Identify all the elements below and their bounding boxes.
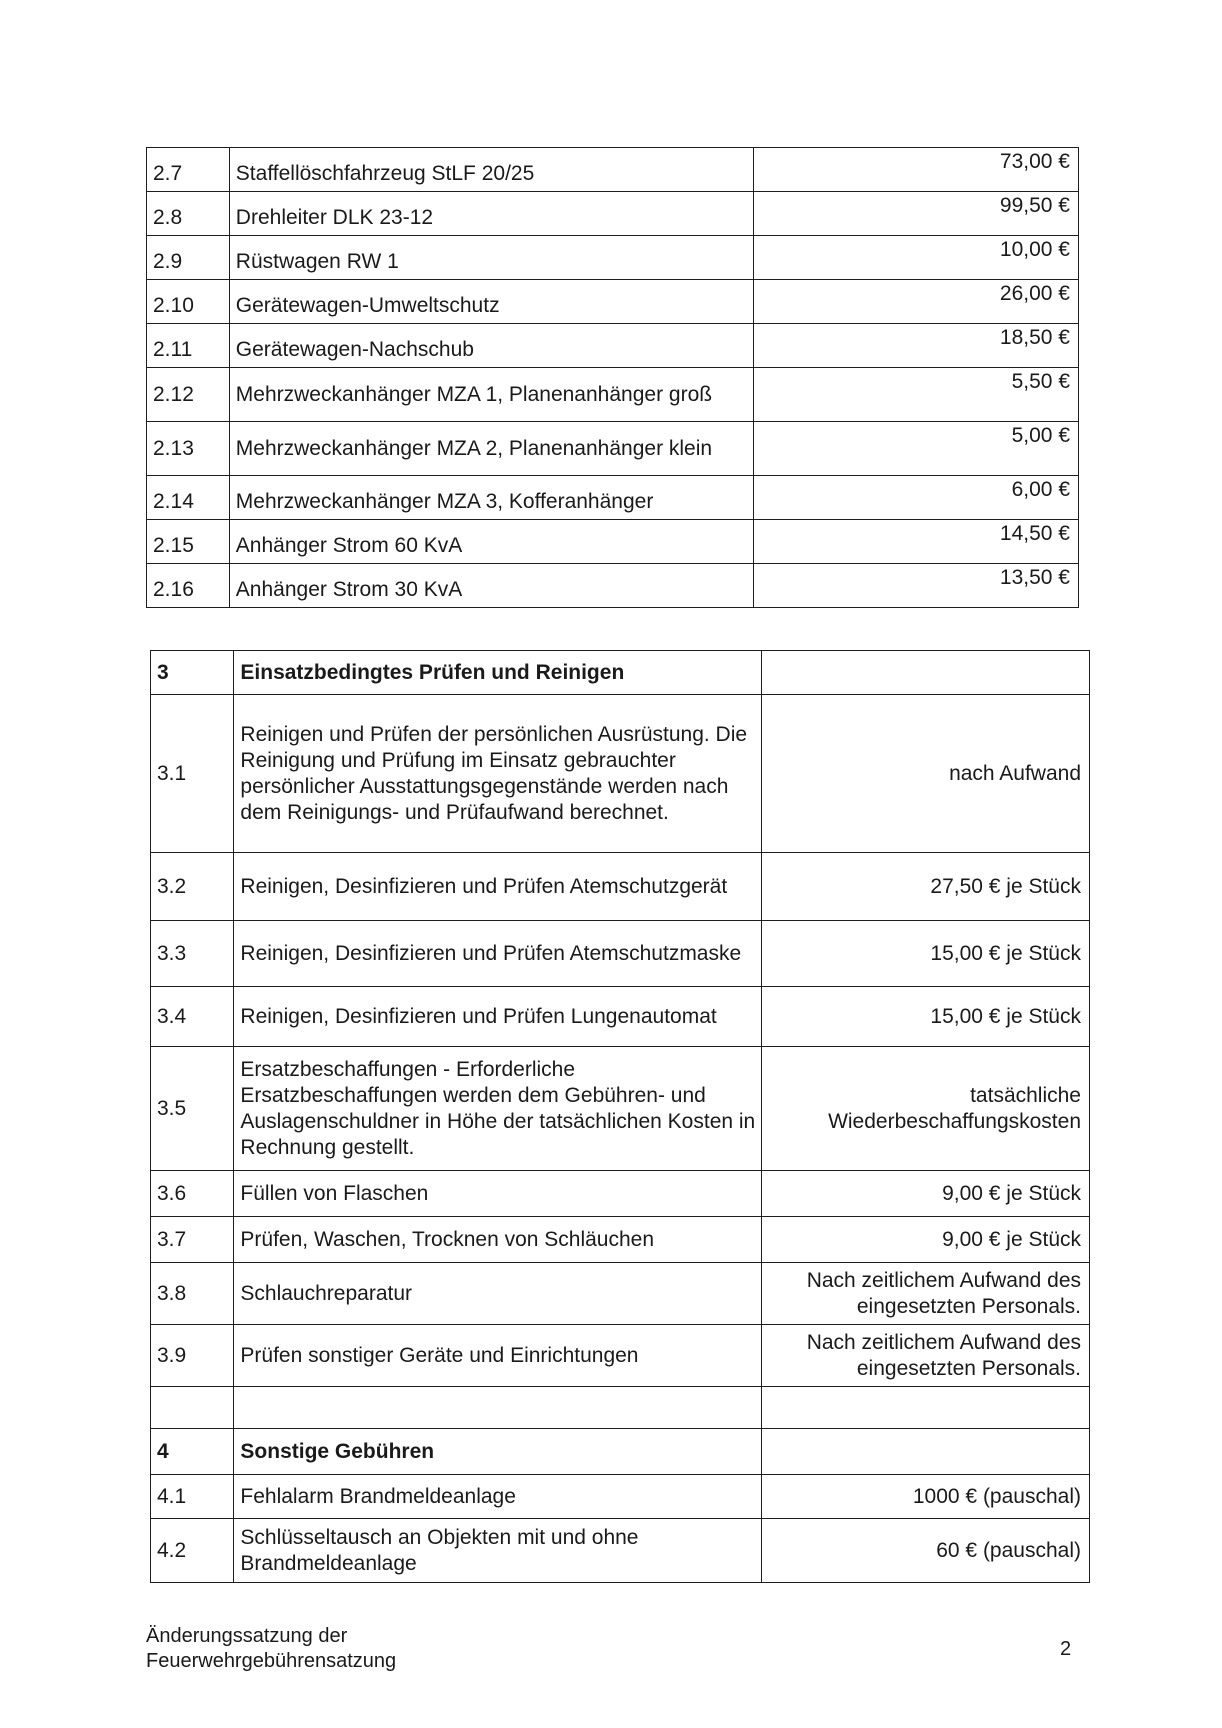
row-amount: 9,00 € je Stück <box>762 1217 1090 1263</box>
table-row <box>151 1263 1090 1325</box>
row-number: 4.1 <box>151 1475 234 1519</box>
row-number: 3.4 <box>151 987 234 1047</box>
row-description: Anhänger Strom 60 KvA <box>229 520 753 564</box>
table-row <box>147 280 1079 324</box>
row-number: 2.16 <box>147 564 230 608</box>
row-amount: 15,00 € je Stück <box>762 921 1090 987</box>
section-header-row <box>151 651 1090 695</box>
fee-table-cleaning-and-other <box>150 650 1090 1583</box>
row-description: Mehrzweckanhänger MZA 2, Planenanhänger klein <box>229 422 753 476</box>
table-row <box>151 853 1090 921</box>
row-number: 2.9 <box>147 236 230 280</box>
row-amount: 10,00 € <box>753 236 1078 280</box>
section-header-row <box>151 1429 1090 1475</box>
empty-cell <box>762 1387 1090 1429</box>
row-amount: 14,50 € <box>753 520 1078 564</box>
row-amount: Nach zeitlichem Aufwand des eingesetzten Personals. <box>762 1325 1090 1387</box>
footer-line-2: Feuerwehrgebührensatzung <box>146 1650 397 1672</box>
empty-cell <box>762 1429 1090 1475</box>
row-description: Füllen von Flaschen <box>234 1171 762 1217</box>
document-footer <box>146 1624 396 1674</box>
row-description: Schlüsseltausch an Objekten mit und ohne Brandmeldeanlage <box>234 1519 762 1583</box>
row-number: 3.3 <box>151 921 234 987</box>
table-row <box>151 1217 1090 1263</box>
section-number: 3 <box>151 651 234 695</box>
section-title: Sonstige Gebühren <box>234 1429 762 1475</box>
row-description: Reinigen, Desinfizieren und Prüfen Lungenautomat <box>234 987 762 1047</box>
table-row <box>147 236 1079 280</box>
footer-line-1: Änderungssatzung der <box>146 1625 348 1647</box>
row-number: 3.5 <box>151 1047 234 1171</box>
row-number: 4.2 <box>151 1519 234 1583</box>
table-row <box>151 1475 1090 1519</box>
table-row <box>147 520 1079 564</box>
row-amount: 13,50 € <box>753 564 1078 608</box>
row-amount: 26,00 € <box>753 280 1078 324</box>
table-row <box>151 1325 1090 1387</box>
row-description: Prüfen, Waschen, Trocknen von Schläuchen <box>234 1217 762 1263</box>
row-number: 2.7 <box>147 148 230 192</box>
empty-cell <box>151 1387 234 1429</box>
row-description: Reinigen und Prüfen der persönlichen Ausrüstung. Die Reinigung und Prüfung im Einsatz gebrauchter persönlicher Ausstattungsgegenstände werden nach dem Reinigungs- und Prüfaufwand berechnet. <box>234 695 762 853</box>
row-amount: 6,00 € <box>753 476 1078 520</box>
row-description: Reinigen, Desinfizieren und Prüfen Atemschutzgerät <box>234 853 762 921</box>
row-number: 2.10 <box>147 280 230 324</box>
row-number: 2.14 <box>147 476 230 520</box>
table-row <box>147 564 1079 608</box>
row-amount: 5,50 € <box>753 368 1078 422</box>
row-amount: 15,00 € je Stück <box>762 987 1090 1047</box>
row-amount: 5,00 € <box>753 422 1078 476</box>
row-description: Rüstwagen RW 1 <box>229 236 753 280</box>
row-amount: 1000 € (pauschal) <box>762 1475 1090 1519</box>
row-description: Staffellöschfahrzeug StLF 20/25 <box>229 148 753 192</box>
row-number: 3.7 <box>151 1217 234 1263</box>
row-number: 3.2 <box>151 853 234 921</box>
row-amount: nach Aufwand <box>762 695 1090 853</box>
row-description: Schlauchreparatur <box>234 1263 762 1325</box>
row-description: Prüfen sonstiger Geräte und Einrichtungen <box>234 1325 762 1387</box>
row-description: Fehlalarm Brandmeldeanlage <box>234 1475 762 1519</box>
row-amount: 60 € (pauschal) <box>762 1519 1090 1583</box>
row-description: Anhänger Strom 30 KvA <box>229 564 753 608</box>
row-description: Drehleiter DLK 23-12 <box>229 192 753 236</box>
table-row <box>147 324 1079 368</box>
table-row <box>151 1519 1090 1583</box>
empty-cell <box>234 1387 762 1429</box>
row-amount: 9,00 € je Stück <box>762 1171 1090 1217</box>
row-amount: 27,50 € je Stück <box>762 853 1090 921</box>
row-amount: Nach zeitlichem Aufwand des eingesetzten Personals. <box>762 1263 1090 1325</box>
table-row <box>147 476 1079 520</box>
row-number: 2.15 <box>147 520 230 564</box>
row-number: 3.6 <box>151 1171 234 1217</box>
row-amount: 73,00 € <box>753 148 1078 192</box>
table-row <box>147 368 1079 422</box>
row-number: 2.11 <box>147 324 230 368</box>
table-row <box>151 1171 1090 1217</box>
row-description: Reinigen, Desinfizieren und Prüfen Atemschutzmaske <box>234 921 762 987</box>
empty-cell <box>762 651 1090 695</box>
fee-table-vehicles <box>146 147 1079 608</box>
row-number: 2.12 <box>147 368 230 422</box>
row-number: 2.8 <box>147 192 230 236</box>
table-row <box>151 1047 1090 1171</box>
page-number: 2 <box>1060 1638 1072 1660</box>
row-number: 2.13 <box>147 422 230 476</box>
table-row <box>151 695 1090 853</box>
table-row <box>147 148 1079 192</box>
row-amount: tatsächliche Wiederbeschaffungskosten <box>762 1047 1090 1171</box>
row-description: Gerätewagen-Nachschub <box>229 324 753 368</box>
row-number: 3.8 <box>151 1263 234 1325</box>
table-row <box>151 987 1090 1047</box>
section-title: Einsatzbedingtes Prüfen und Reinigen <box>234 651 762 695</box>
table-row <box>147 192 1079 236</box>
table-row <box>147 422 1079 476</box>
row-amount: 99,50 € <box>753 192 1078 236</box>
row-number: 3.9 <box>151 1325 234 1387</box>
table-row <box>151 921 1090 987</box>
section-number: 4 <box>151 1429 234 1475</box>
empty-row <box>151 1387 1090 1429</box>
row-description: Mehrzweckanhänger MZA 3, Kofferanhänger <box>229 476 753 520</box>
row-number: 3.1 <box>151 695 234 853</box>
row-amount: 18,50 € <box>753 324 1078 368</box>
row-description: Ersatzbeschaffungen - Erforderliche Ersatzbeschaffungen werden dem Gebühren- und Auslagenschuldner in Höhe der tatsächlichen Kosten in Rechnung gestellt. <box>234 1047 762 1171</box>
row-description: Mehrzweckanhänger MZA 1, Planenanhänger groß <box>229 368 753 422</box>
row-description: Gerätewagen-Umweltschutz <box>229 280 753 324</box>
